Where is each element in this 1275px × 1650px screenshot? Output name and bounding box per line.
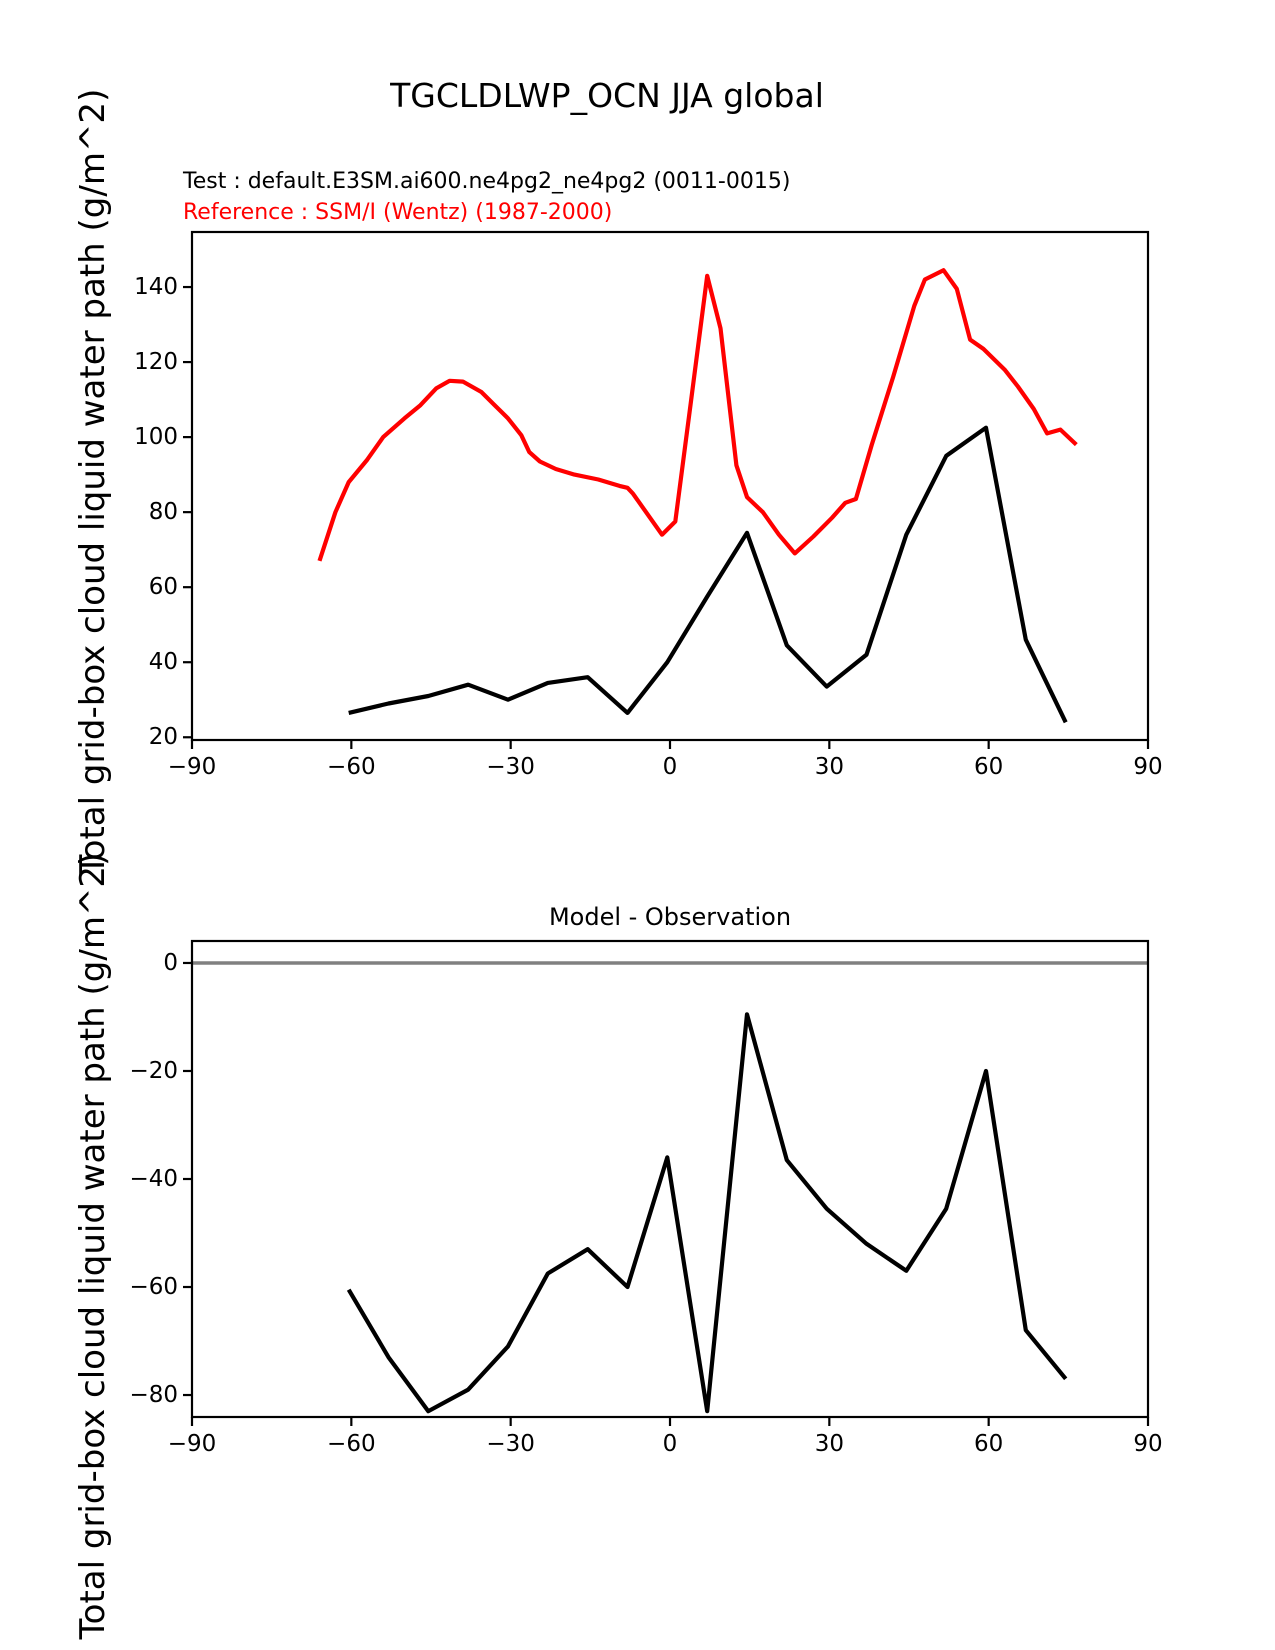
page-title: TGCLDLWP_OCN JJA global	[390, 76, 824, 115]
x-tick-label: 0	[662, 754, 678, 780]
x-tick-label: −90	[167, 1431, 217, 1457]
x-tick-label: 30	[814, 754, 844, 780]
x-tick-label: 0	[662, 1431, 678, 1457]
y-tick-label: 20	[148, 724, 178, 751]
series-line-reference-obs	[320, 270, 1077, 561]
y-tick-label: 0	[163, 949, 178, 976]
series-line-test-model	[349, 428, 1066, 723]
y-tick-label: −20	[129, 1057, 178, 1084]
x-tick-label: 90	[1133, 754, 1163, 780]
test-run-label: Test : default.E3SM.ai600.ne4pg2_ne4pg2 (0011-0015)	[183, 169, 791, 194]
series-line-model-minus-observation	[349, 1014, 1066, 1411]
x-tick-label: −90	[167, 754, 217, 780]
x-tick-label: −30	[486, 1431, 535, 1457]
y-tick-label: −60	[129, 1274, 178, 1300]
y-tick-label: 60	[148, 574, 178, 601]
y-tick-label: 40	[148, 649, 178, 676]
y-tick-label: 100	[134, 424, 178, 451]
x-tick-label: −60	[327, 1431, 376, 1457]
x-tick-label: −60	[327, 754, 376, 780]
y-tick-label: 120	[134, 349, 178, 376]
axes-spines	[192, 232, 1148, 740]
reference-dataset-label: Reference : SSM/I (Wentz) (1987-2000)	[183, 200, 613, 225]
y-tick-label: 140	[134, 274, 178, 301]
y-tick-label: −80	[129, 1382, 178, 1409]
y-axis-label-bottom: Total grid-box cloud liquid water path (g/m^2)	[73, 852, 113, 1640]
x-tick-label: 90	[1133, 1431, 1163, 1457]
x-tick-label: 30	[814, 1431, 844, 1457]
x-tick-label: 60	[974, 1431, 1004, 1457]
y-tick-label: −40	[129, 1166, 178, 1192]
x-tick-label: 60	[974, 754, 1004, 780]
y-axis-label-top: Total grid-box cloud liquid water path (g/m^2)	[73, 88, 113, 876]
y-tick-label: 80	[148, 499, 178, 526]
x-tick-label: −30	[486, 754, 535, 780]
difference-plot-title: Model - Observation	[548, 903, 792, 931]
